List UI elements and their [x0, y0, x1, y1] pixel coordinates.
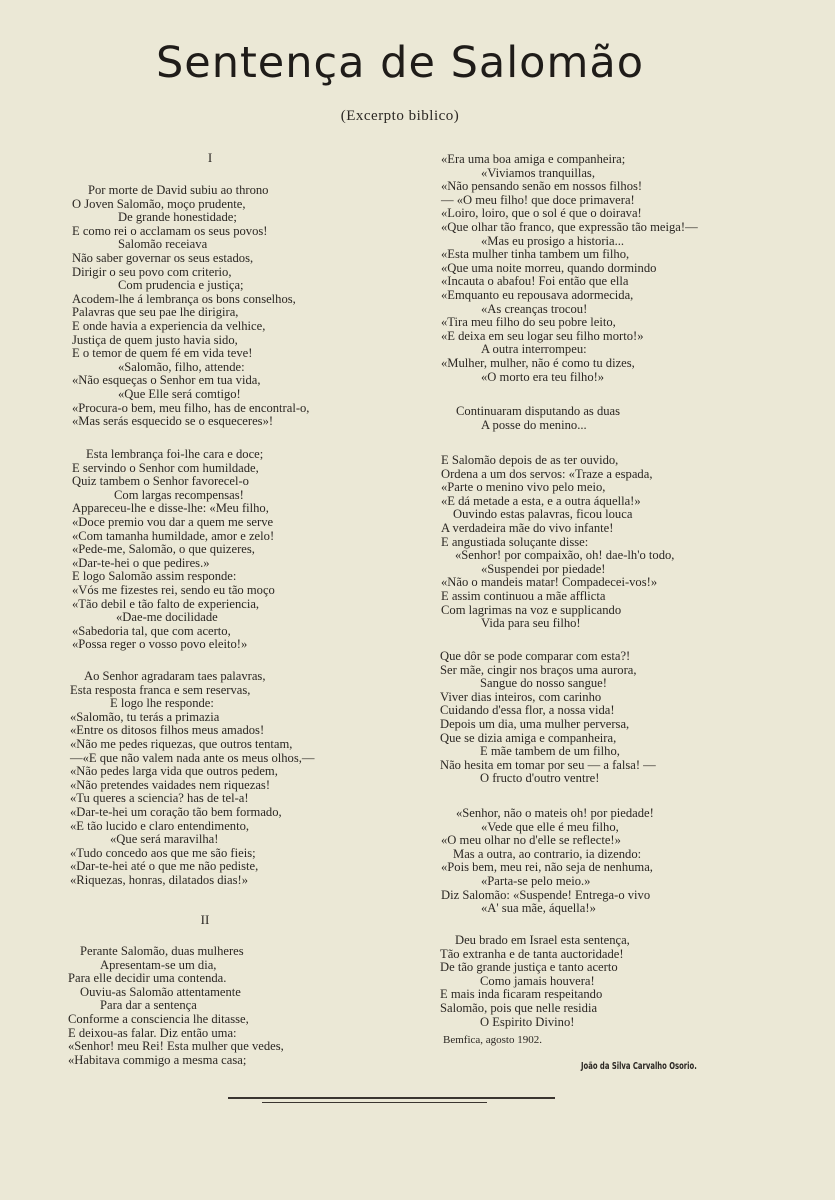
verse-line: «Dar-te-hei o que pedires.»	[72, 555, 210, 570]
verse-line: Com prudencia e justiça;	[118, 278, 244, 293]
stanza	[441, 153, 698, 384]
verse-line: «Senhor, não o mateis oh! por piedade!	[456, 806, 654, 820]
verse-line: «E deixa em seu logar seu filho morto!»	[441, 328, 644, 343]
stanza	[441, 807, 654, 916]
verse-line: «E tão lucido e claro entendimento,	[70, 818, 250, 833]
verse-line: «Procura-o bem, meu filho, has de encontral-o,	[72, 400, 310, 415]
stanza	[68, 945, 284, 1067]
verse-line: «Vede que elle é meu filho,	[481, 819, 619, 834]
stanza	[440, 934, 630, 1029]
verse-line: «Senhor! meu Rei! Esta mulher que vedes,	[68, 1039, 284, 1054]
verse-line: Salomão receiava	[118, 237, 208, 252]
verse-line: «Que uma noite morreu, quando dormindo	[441, 260, 657, 275]
verse-line: «Tu queres a sciencia? has de tel-a!	[70, 791, 249, 806]
verse-line: «Parta-se pelo meio.»	[481, 873, 591, 888]
verse-line: Conforme a consciencia lhe ditasse,	[68, 1011, 249, 1026]
verse-line: Vida para seu filho!	[481, 616, 581, 631]
verse-line: Viver dias inteiros, com carinho	[440, 689, 602, 704]
verse-line: Esta resposta franca e sem reservas,	[70, 682, 251, 697]
verse-line: Por morte de David subiu ao throno	[88, 183, 269, 197]
verse-line: «Parte o menino vivo pelo meio,	[441, 480, 606, 495]
divider-rule	[228, 1097, 555, 1099]
verse-line: De grande honestidade;	[118, 210, 237, 225]
verse-line: E onde havia a experiencia da velhice,	[72, 318, 266, 333]
verse-line: O Espirito Divino!	[480, 1014, 575, 1029]
verse-line: Diz Salomão: «Suspende! Entrega-o vivo	[441, 887, 651, 902]
verse-line: Com lagrimas na voz e supplicando	[441, 602, 622, 617]
verse-line: «Dar-te-hei um coração tão bem formado,	[70, 804, 282, 819]
divider-rule-short	[262, 1102, 487, 1103]
verse-line: A outra interrompeu:	[481, 342, 587, 357]
verse-line: Appareceu-lhe e disse-lhe: «Meu filho,	[72, 501, 269, 516]
verse-line: Ouvindo estas palavras, ficou louca	[453, 507, 633, 522]
verse-line: «Tão debil e tão falto de experiencia,	[72, 596, 260, 611]
verse-line: «Dae-me docilidade	[116, 610, 218, 625]
verse-line: Não hesita em tomar por seu — a falsa! —	[440, 757, 656, 772]
verse-line: O Joven Salomão, moço prudente,	[72, 196, 246, 211]
stanza	[70, 670, 314, 888]
verse-line: «Viviamos tranquillas,	[481, 165, 595, 180]
verse-line: «Que será maravilha!	[110, 832, 219, 847]
section-heading-2: II	[200, 912, 210, 927]
verse-line: «Não o mandeis matar! Compadecei-vos!»	[441, 575, 658, 590]
verse-line: Quiz tambem o Senhor favorecel-o	[72, 474, 249, 489]
verse-line: Continuaram disputando as duas	[456, 404, 621, 418]
stanza	[72, 184, 309, 429]
verse-line: «Loiro, loiro, que o sol é que o doirava!	[441, 206, 642, 221]
verse-line: «Esta mulher tinha tambem um filho,	[441, 247, 630, 262]
verse-line: Palavras que seu pae lhe dirigira,	[72, 305, 239, 320]
verse-line: «Doce premio vou dar a quem me serve	[72, 514, 274, 529]
verse-line: «Vós me fizestes rei, sendo eu tão moço	[72, 582, 275, 597]
verse-line: Dirigir o seu povo com criterio,	[72, 264, 232, 279]
verse-line: E angustiada soluçante disse:	[441, 534, 589, 549]
verse-line: «Era uma boa amiga e companheira;	[441, 152, 626, 166]
stanza	[72, 448, 275, 652]
verse-line: E assim continuou a mãe afflicta	[441, 588, 606, 603]
verse-line: Não saber governar os seus estados,	[72, 250, 254, 265]
stanza	[441, 454, 674, 631]
verse-line: Cuidando d'essa flor, a nossa vida!	[440, 703, 615, 718]
verse-line: «Pede-me, Salomão, o que quizeres,	[72, 542, 255, 557]
subtitle: (Excerpto biblico)	[340, 108, 460, 124]
verse-line: «Mulher, mulher, não é como tu dizes,	[441, 355, 635, 370]
verse-line: «Possa reger o vosso povo eleito!»	[72, 637, 248, 652]
verse-line: E logo lhe responde:	[110, 696, 214, 711]
verse-line: «Não pedes larga vida que outros pedem,	[70, 764, 278, 779]
section-heading-1: I	[207, 150, 213, 165]
verse-line: Mas a outra, ao contrario, ia dizendo:	[453, 846, 642, 861]
verse-line: Sangue do nosso sangue!	[480, 676, 607, 691]
verse-line: — «O meu filho! que doce primavera!	[441, 192, 635, 207]
verse-line: Tão extranha e de tanta auctoridade!	[440, 946, 624, 961]
verse-line: «Suspendei por piedade!	[481, 561, 606, 576]
verse-line: «Que Elle será comtigo!	[118, 386, 241, 401]
stanza	[440, 650, 656, 786]
verse-line: Esta lembrança foi-lhe cara e doce;	[86, 447, 264, 461]
verse-line: Ao Senhor agradaram taes palavras,	[84, 669, 266, 683]
verse-line: «Que olhar tão franco, que expressão tão meiga!—	[441, 219, 698, 234]
verse-line: «O morto era teu filho!»	[481, 369, 605, 384]
verse-line: Salomão, pois que nelle residia	[440, 1000, 598, 1015]
verse-line: E Salomão depois de as ter ouvido,	[441, 453, 619, 467]
verse-line: «As creanças trocou!	[481, 301, 588, 316]
verse-line: O fructo d'outro ventre!	[480, 771, 600, 786]
verse-line: Justiça de quem justo havia sido,	[72, 332, 238, 347]
verse-line: E logo Salomão assim responde:	[72, 569, 237, 584]
verse-line: «Dar-te-hei até o que me não pediste,	[70, 859, 259, 874]
verse-line: «Salomão, filho, attende:	[118, 359, 245, 374]
verse-line: E deixou-as falar. Diz então uma:	[68, 1025, 237, 1040]
verse-line: Que se dizia amiga e companheira,	[440, 730, 617, 745]
page-title: Sentença de Salomão	[155, 38, 645, 88]
verse-line: Deu brado em Israel esta sentença,	[455, 933, 630, 947]
verse-line: Ser mãe, cingir nos braços uma aurora,	[440, 662, 637, 677]
verse-line: Para dar a sentença	[100, 998, 197, 1013]
verse-line: «Mas serás esquecido se o esqueceres»!	[72, 414, 274, 429]
verse-line: Acodem-lhe á lembrança os bons conselhos,	[72, 291, 296, 306]
verse-line: Apresentam-se um dia,	[100, 957, 217, 972]
verse-line: «Não pensando senão em nossos filhos!	[441, 179, 643, 194]
verse-line: «Riquezas, honras, dilatados dias!»	[70, 872, 249, 887]
verse-line: «Sabedoria tal, que com acerto,	[72, 623, 231, 638]
stanza	[441, 405, 620, 432]
verse-line: «Tudo concedo aos que me são fieis;	[70, 845, 256, 860]
verse-line: E mais inda ficaram respeitando	[440, 987, 603, 1002]
verse-line: A posse do menino...	[481, 417, 587, 432]
verse-line: Ordena a um dos servos: «Traze a espada,	[441, 466, 653, 481]
verse-line: «Senhor! por compaixão, oh! dae-lh'o todo,	[455, 548, 675, 563]
verse-line: Para elle decidir uma contenda.	[68, 971, 227, 986]
verse-line: E mãe tambem de um filho,	[480, 744, 620, 759]
verse-line: «Salomão, tu terás a primazia	[70, 709, 220, 724]
verse-line: «Entre os ditosos filhos meus amados!	[70, 723, 265, 738]
verse-line: A verdadeira mãe do vivo infante!	[441, 520, 614, 535]
verse-line: Que dôr se pode comparar com esta?!	[440, 649, 631, 663]
verse-line: «Não me pedes riquezas, que outros tentam,	[70, 736, 293, 751]
verse-line: Como jamais houvera!	[480, 973, 595, 988]
place-date: Bemfica, agosto 1902.	[443, 1034, 542, 1046]
verse-line: Ouviu-as Salomão attentamente	[80, 984, 241, 999]
verse-line: —«E que não valem nada ante os meus olhos,—	[70, 750, 315, 765]
verse-line: «Pois bem, meu rei, não seja de nenhuma,	[441, 860, 653, 875]
verse-line: «Não esqueças o Senhor em tua vida,	[72, 373, 261, 388]
verse-line: E como rei o acclamam os seus povos!	[72, 223, 268, 238]
verse-line: «Tira meu filho do seu pobre leito,	[441, 315, 616, 330]
verse-line: «O meu olhar no d'elle se reflecte!»	[441, 833, 621, 848]
verse-line: «Com tamanha humildade, amor e zelo!	[72, 528, 275, 543]
verse-line: «Mas eu prosigo a historia...	[481, 233, 625, 248]
verse-line: Depois um dia, uma mulher perversa,	[440, 716, 630, 731]
verse-line: «E dá metade a esta, e a outra áquella!»	[441, 493, 641, 508]
verse-line: «Incauta o abafou! Foi então que ella	[441, 274, 629, 289]
verse-line: Com largas recompensas!	[114, 487, 244, 502]
verse-line: Perante Salomão, duas mulheres	[80, 944, 244, 958]
verse-line: «Não pretendes vaidades nem riquezas!	[70, 777, 271, 792]
verse-line: «A' sua mãe, áquella!»	[481, 901, 596, 916]
verse-line: E o temor de quem fé em vida teve!	[72, 346, 253, 361]
verse-line: «Emquanto eu repousava adormecida,	[441, 287, 634, 302]
verse-line: De tão grande justiça e tanto acerto	[440, 960, 618, 975]
author-signature: João da Silva Carvalho Osorio.	[581, 1061, 697, 1072]
verse-line: E servindo o Senhor com humildade,	[72, 460, 259, 475]
verse-line: «Habitava commigo a mesma casa;	[68, 1052, 247, 1067]
